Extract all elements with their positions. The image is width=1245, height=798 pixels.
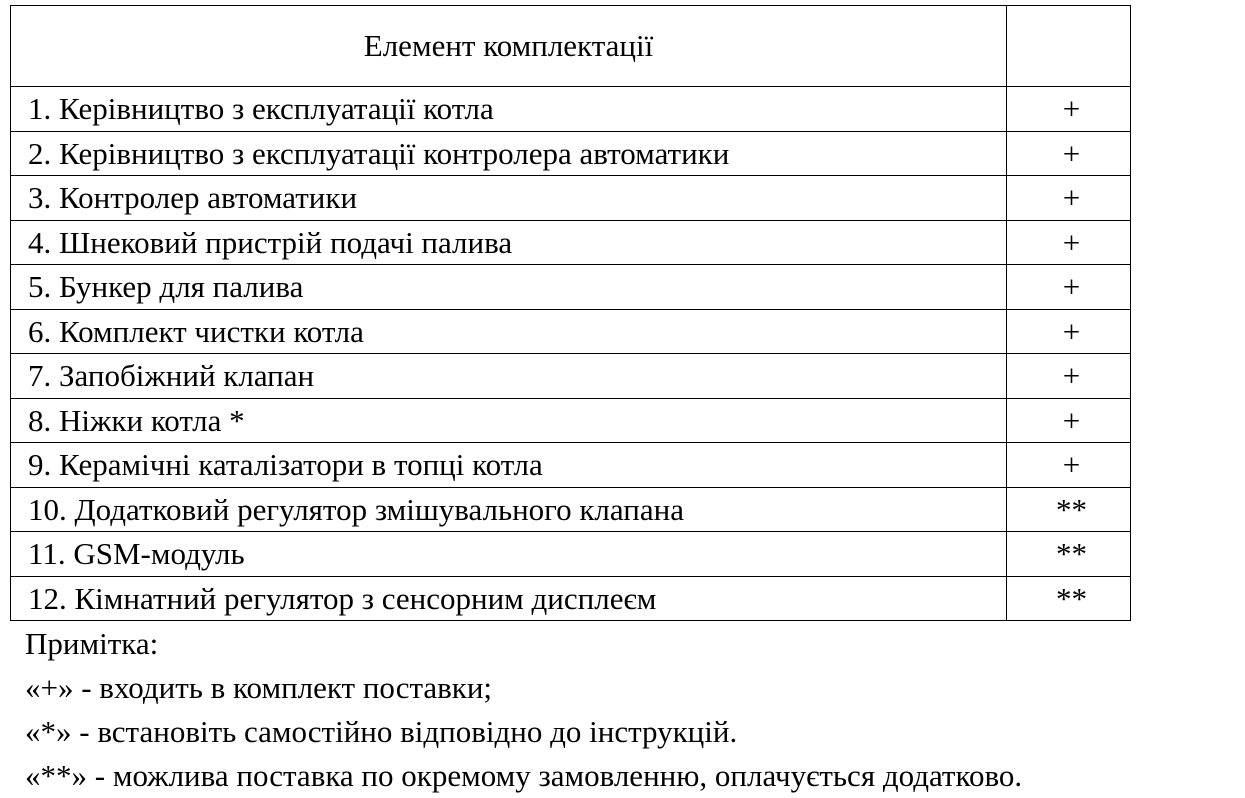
table-row (11, 309, 1131, 354)
row-name: 12. Кімнатний регулятор з сенсорним дисплеєм (11, 576, 1007, 621)
row-name: 7. Запобіжний клапан (11, 354, 1007, 399)
table-row (11, 131, 1131, 176)
row-name: 2. Керівництво з експлуатації контролера автоматики (11, 131, 1007, 176)
row-mark: + (1007, 443, 1131, 488)
table-row (11, 87, 1131, 132)
row-name: 5. Бункер для палива (11, 265, 1007, 310)
notes-section (25, 622, 1022, 798)
table-row (11, 487, 1131, 532)
row-mark: + (1007, 176, 1131, 221)
header-element: Елемент комплектації (11, 6, 1007, 87)
table-row (11, 176, 1131, 221)
row-mark: + (1007, 398, 1131, 443)
row-name: 4. Шнековий пристрій подачі палива (11, 220, 1007, 265)
table-row (11, 354, 1131, 399)
note-item-included: «+» - входить в комплект поставки; (25, 670, 493, 705)
row-mark: ** (1007, 532, 1131, 577)
row-name: 1. Керівництво з експлуатації котла (11, 87, 1007, 132)
row-mark: ** (1007, 576, 1131, 621)
row-mark: + (1007, 354, 1131, 399)
note-item-self-install: «*» - встановіть самостійно відповідно до інструкцій. (25, 714, 738, 749)
row-name: 8. Ніжки котла * (11, 398, 1007, 443)
row-mark: + (1007, 131, 1131, 176)
table-row (11, 532, 1131, 577)
row-name: 10. Додатковий регулятор змішувального клапана (11, 487, 1007, 532)
table-header-row (11, 6, 1131, 87)
note-item-order: «**» - можлива поставка по окремому замовленню, оплачується додатково. (25, 758, 1023, 793)
row-name: 9. Керамічні каталізатори в топці котла (11, 443, 1007, 488)
notes-title: Примітка: (25, 626, 159, 661)
table-row (11, 220, 1131, 265)
table-row (11, 265, 1131, 310)
row-mark: + (1007, 87, 1131, 132)
header-mark (1007, 6, 1131, 87)
table-row (11, 443, 1131, 488)
equipment-table (10, 5, 1131, 621)
table-row (11, 576, 1131, 621)
table-row (11, 398, 1131, 443)
row-mark: ** (1007, 487, 1131, 532)
row-mark: + (1007, 309, 1131, 354)
row-name: 6. Комплект чистки котла (11, 309, 1007, 354)
row-name: 11. GSM-модуль (11, 532, 1007, 577)
row-name: 3. Контролер автоматики (11, 176, 1007, 221)
row-mark: + (1007, 220, 1131, 265)
row-mark: + (1007, 265, 1131, 310)
